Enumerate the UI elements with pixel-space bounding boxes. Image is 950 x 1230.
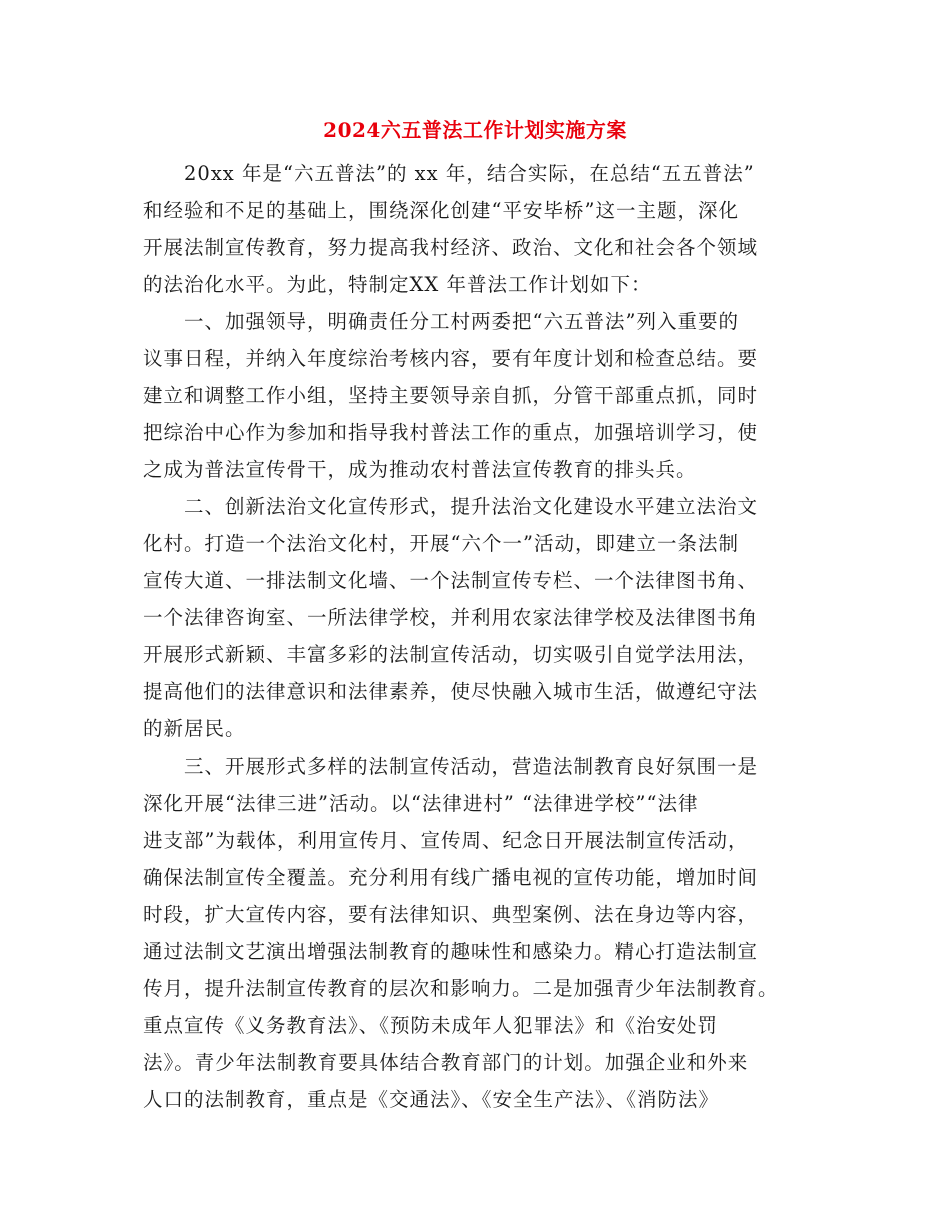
body-line: 把综治中心作为参加和指导我村普法工作的重点，加强培训学习，使 (143, 421, 759, 444)
body-line: 建立和调整工作小组，坚持主要领导亲自抓，分管干部重点抓，同时 (143, 384, 759, 407)
body-line: 传月，提升法制宣传教育的层次和影响力。二是加强青少年法制教育。 (143, 977, 779, 1000)
body-line: 之成为普法宣传骨干，成为推动农村普法宣传教育的排头兵。 (143, 458, 697, 481)
body-line: 化村。打造一个法治文化村，开展“六个一”活动，即建立一条法制 (143, 532, 739, 555)
body-line: 深化开展“法律三进”活动。以“法律进村” “法律进学校”“法律 (143, 792, 699, 815)
body-line: 提高他们的法律意识和法律素养，使尽快融入城市生活，做遵纪守法 (143, 680, 759, 703)
body-line: 重点宣传《义务教育法》、《预防未成年人犯罪法》和《治安处罚 (143, 1014, 719, 1037)
body-line: 法》。青少年法制教育要具体结合教育部门的计划。加强企业和外来 (143, 1051, 749, 1074)
body-line: 的法治化水平。为此，特制定XX 年普法工作计划如下： (143, 273, 652, 296)
body-line: 通过法制文艺演出增强法制教育的趣味性和感染力。精心打造法制宣 (143, 940, 759, 963)
body-line: 20xx 年是“六五普法”的 xx 年，结合实际，在总结“五五普法” (143, 162, 755, 185)
body-line: 开展形式新颖、丰富多彩的法制宣传活动，切实吸引自觉学法用法， (143, 643, 759, 666)
body-line: 一、加强领导，明确责任分工村两委把“六五普法”列入重要的 (143, 310, 739, 333)
body-line: 三、开展形式多样的法制宣传活动，营造法制教育良好氛围一是 (143, 755, 759, 778)
body-line: 的新居民。 (143, 717, 246, 740)
body-line: 议事日程，并纳入年度综治考核内容，要有年度计划和检查总结。要 (143, 347, 759, 370)
body-line: 时段，扩大宣传内容，要有法律知识、典型案例、法在身边等内容， (143, 903, 759, 926)
document-title: 2024六五普法工作计划实施方案 (323, 118, 627, 142)
body-line: 一个法律咨询室、一所法律学校，并利用农家法律学校及法律图书角 (143, 606, 759, 629)
body-line: 开展法制宣传教育，努力提高我村经济、政治、文化和社会各个领域 (143, 236, 759, 259)
body-line: 进支部”为载体，利用宣传月、宣传周、纪念日开展法制宣传活动， (143, 829, 749, 852)
body-line: 宣传大道、一排法制文化墙、一个法制宣传专栏、一个法律图书角、 (143, 569, 759, 592)
body-line: 二、创新法治文化宣传形式，提升法治文化建设水平建立法治文 (143, 495, 759, 518)
body-line: 和经验和不足的基础上，围绕深化创建“平安毕桥”这一主题，深化 (143, 199, 739, 222)
body-line: 人口的法制教育，重点是《交通法》、《安全生产法》、《消防法》 (143, 1088, 720, 1111)
body-line: 确保法制宣传全覆盖。充分利用有线广播电视的宣传功能，增加时间 (143, 866, 759, 889)
